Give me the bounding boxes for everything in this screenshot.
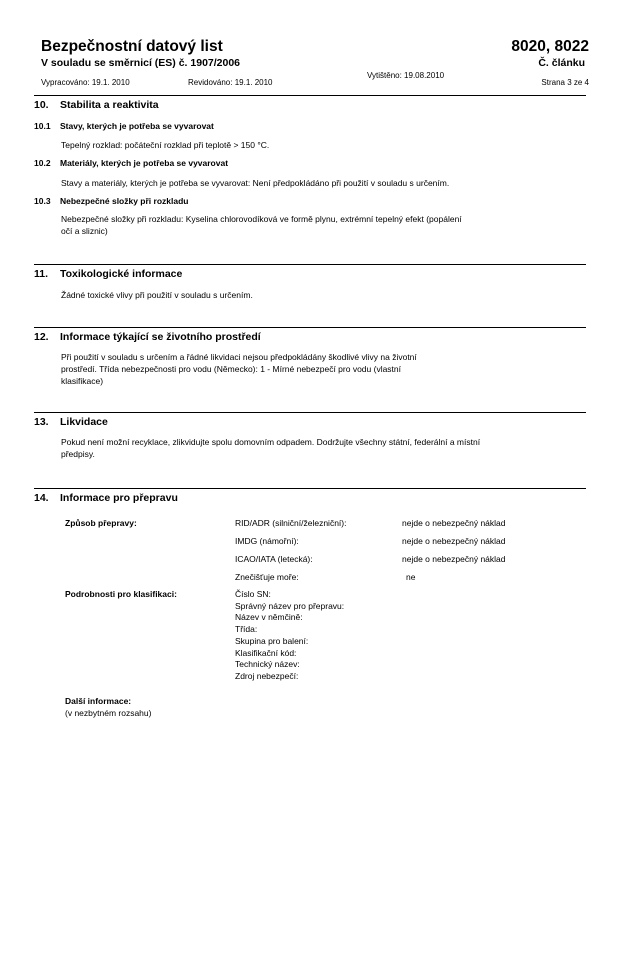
transport-mode-label: Způsob přepravy: — [65, 518, 137, 528]
printed-date: Vytištěno: 19.08.2010 — [367, 71, 445, 80]
section-number: 11. — [34, 268, 49, 280]
classification-item: Technický název: — [235, 659, 300, 670]
subsection-title: Stavy, kterých je potřeba se vyvarovat — [60, 121, 214, 131]
subsection-10-2-text: Stavy a materiály, kterých je potřeba se vyvarovat: Není předpokládáno při použití v souladu s určením. — [61, 178, 450, 188]
section-13-text-line-1: Pokud není možní recyklace, zlikvidujte spolu domovním odpadem. Dodržujte všechny státní, federální a místní — [61, 437, 481, 447]
subsection-title: Materiály, kterých je potřeba se vyvarovat — [60, 158, 229, 168]
transport-value-imdg: nejde o nebezpečný náklad — [402, 536, 506, 546]
marine-pollutant-label: Znečišťuje moře: — [235, 572, 299, 582]
section-divider — [34, 488, 586, 489]
marine-pollutant-value: ne — [406, 572, 416, 582]
section-title: Informace pro přepravu — [60, 492, 178, 504]
revised-date: Revidováno: 19.1. 2010 — [188, 78, 273, 87]
section-divider — [34, 412, 586, 413]
classification-item: Název v němčině: — [235, 612, 303, 623]
section-13-heading — [34, 416, 108, 428]
classification-item: Správný název pro přepravu: — [235, 600, 345, 611]
section-14-heading — [34, 492, 178, 504]
subsection-number: 10.3 — [34, 196, 51, 206]
subsection-10-3-heading — [34, 196, 188, 206]
subsection-10-1-text: Tepelný rozklad: počáteční rozklad při teplotě > 150 °C. — [61, 140, 270, 150]
section-12-heading — [34, 331, 261, 343]
section-12-text-line-1: Při použití v souladu s určením a řádné likvidaci nejsou předpokládány škodlivé vlivy na životní — [61, 352, 417, 362]
classification-item: Zdroj nebezpečí: — [235, 670, 299, 681]
product-numbers: 8020, 8022 — [511, 38, 589, 55]
section-divider — [34, 264, 586, 265]
classification-details-label: Podrobnosti pro klasifikaci: — [65, 589, 177, 599]
page-number: Strana 3 ze 4 — [541, 78, 589, 87]
section-11-text: Žádné toxické vlivy při použití v souladu s určením. — [61, 290, 253, 300]
document-title: Bezpečnostní datový list — [41, 38, 223, 55]
section-number: 10. — [34, 99, 49, 111]
section-number: 12. — [34, 331, 49, 343]
classification-items — [235, 589, 344, 683]
section-11-heading — [34, 268, 182, 280]
section-number: 14. — [34, 492, 49, 504]
subsection-title: Nebezpečné složky při rozkladu — [60, 196, 189, 206]
subsection-10-2-heading — [34, 158, 228, 168]
classification-item: Číslo SN: — [235, 589, 271, 599]
section-number: 13. — [34, 416, 49, 428]
section-12-text-line-2: prostředí. Třída nebezpečnosti pro vodu (Německo): 1 - Mírné nebezpečí pro vodu (vlastní — [61, 364, 402, 374]
transport-mode-icao-iata: ICAO/IATA (letecká): — [235, 554, 313, 564]
section-title: Informace týkající se životního prostředí — [60, 331, 261, 343]
further-information-note: (v nezbytném rozsahu) — [65, 708, 152, 718]
transport-mode-rid-adr: RID/ADR (silniční/železniční): — [235, 518, 347, 528]
classification-item: Skupina pro balení: — [235, 635, 309, 646]
subsection-10-3-text-line-2: očí a sliznic) — [61, 226, 108, 236]
section-title: Likvidace — [60, 416, 108, 428]
document-subtitle: V souladu se směrnicí (ES) č. 1907/2006 — [41, 57, 241, 69]
section-12-text-line-3: klasifikace) — [61, 376, 104, 386]
subsection-10-3-text-line-1: Nebezpečné složky při rozkladu: Kyselina chlorovodíková ve formě plynu, extrémní tepelný efekt (popálení — [61, 214, 462, 224]
subsection-number: 10.1 — [34, 121, 51, 131]
section-title: Toxikologické informace — [60, 268, 183, 280]
subsection-10-1-heading — [34, 121, 214, 131]
article-number-label: Č. článku — [538, 57, 585, 69]
section-10-heading — [34, 99, 159, 111]
transport-mode-imdg: IMDG (námořní): — [235, 536, 299, 546]
section-title: Stabilita a reaktivita — [60, 99, 159, 111]
subsection-number: 10.2 — [34, 158, 51, 168]
section-divider — [34, 327, 586, 328]
transport-value-icao-iata: nejde o nebezpečný náklad — [402, 554, 506, 564]
classification-item: Třída: — [235, 624, 258, 635]
section-13-text-line-2: předpisy. — [61, 449, 95, 459]
further-information-label: Další informace: — [65, 696, 132, 706]
section-divider — [34, 95, 586, 96]
classification-item: Klasifikační kód: — [235, 647, 297, 658]
prepared-date: Vypracováno: 19.1. 2010 — [41, 78, 130, 87]
transport-value-rid-adr: nejde o nebezpečný náklad — [402, 518, 506, 528]
